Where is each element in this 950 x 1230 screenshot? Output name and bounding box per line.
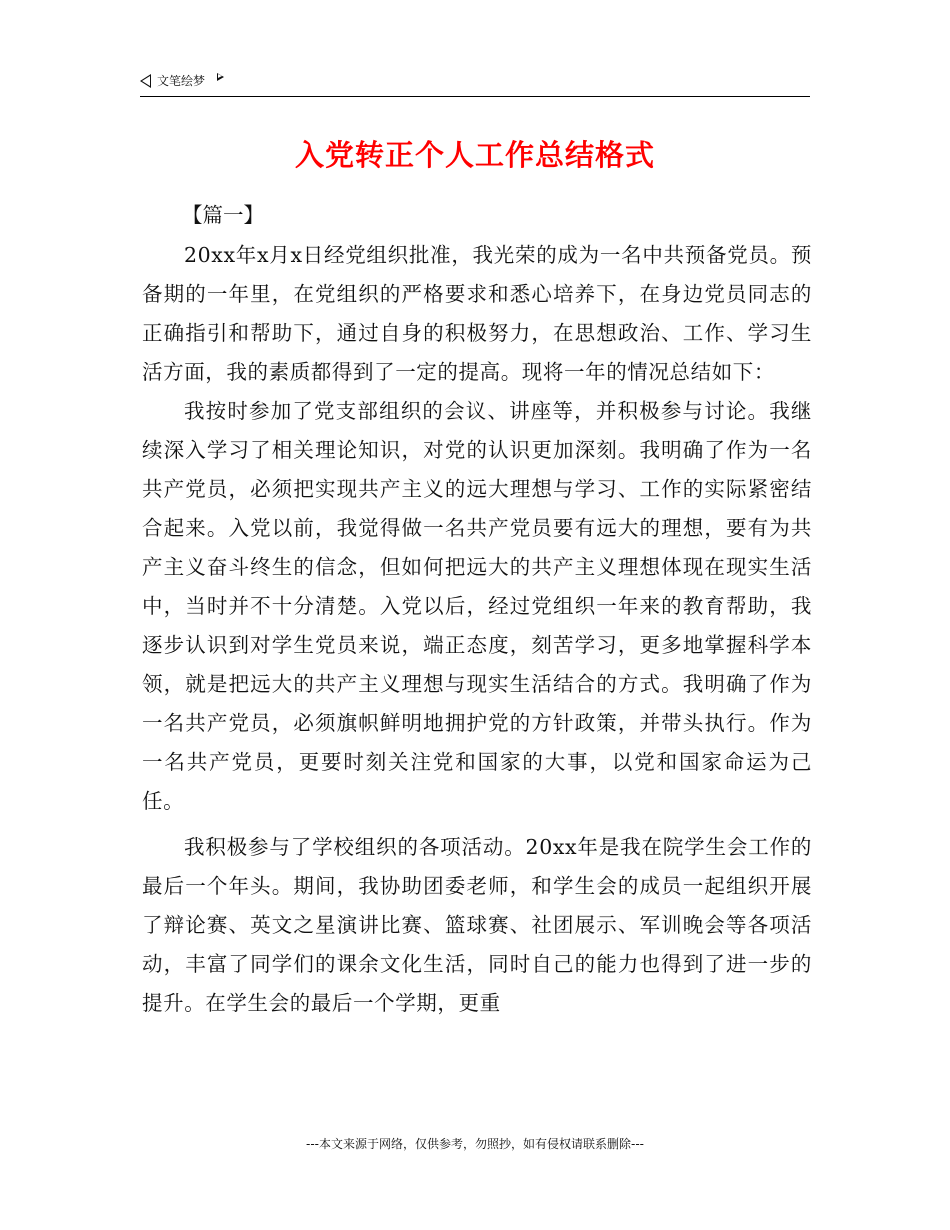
paragraph-3: 我积极参与了学校组织的各项活动。20xx年是我在院学生会工作的最后一个年头。期间，我协助团委老师，和学生会的成员一起组织开展了辩论赛、英文之星演讲比赛、篮球赛、社团展示、军训晚会等各项活动，丰富了同学们的课余文化生活，同时自己的能力也得到了进一步的提升。在学生会的最后一个学期，更重: [142, 835, 812, 1015]
document-body: [142, 196, 812, 1023]
triangle-right-icon: [217, 73, 224, 81]
section-label: 【篇一】: [182, 203, 264, 227]
footer-notice: ---本文来源于网络，仅供参考，勿照抄，如有侵权请联系删除---: [306, 1137, 644, 1151]
triangle-left-icon: [140, 74, 151, 88]
paragraph-1: 20xx年x月x日经党组织批准，我光荣的成为一名中共预备党员。预备期的一年里，在党组织的严格要求和悉心培养下，在身边党员同志的正确指引和帮助下，通过自身的积极努力，在思想政治、工作、学习生活方面，我的素质都得到了一定的提高。现将一年的情况总结如下：: [142, 243, 812, 384]
brand-name: 文笔绘梦: [157, 74, 206, 88]
paragraph-2: 我按时参加了党支部组织的会议、讲座等，并积极参与讨论。我继续深入学习了相关理论知识，对党的认识更加深刻。我明确了作为一名共产党员，必须把实现共产主义的远大理想与学习、工作的实际紧密结合起来。入党以前，我觉得做一名共产党员要有远大的理想，要有为共产主义奋斗终生的信念，但如何把远大的共产主义理想体现在现实生活中，当时并不十分清楚。入党以后，经过党组织一年来的教育帮助，我逐步认识到对学生党员来说，端正态度，刻苦学习，更多地掌握科学本领，就是把远大的共产主义理想与现实生活结合的方式。我明确了作为一名共产党员，必须旗帜鲜明地拥护党的方针政策，并带头执行。作为一名共产党员，更要时刻关注党和国家的大事，以党和国家命运为己任。: [142, 399, 812, 813]
document-title: 入党转正个人工作总结格式: [294, 138, 655, 173]
page-header: [140, 70, 810, 97]
header-brand: [140, 72, 224, 89]
